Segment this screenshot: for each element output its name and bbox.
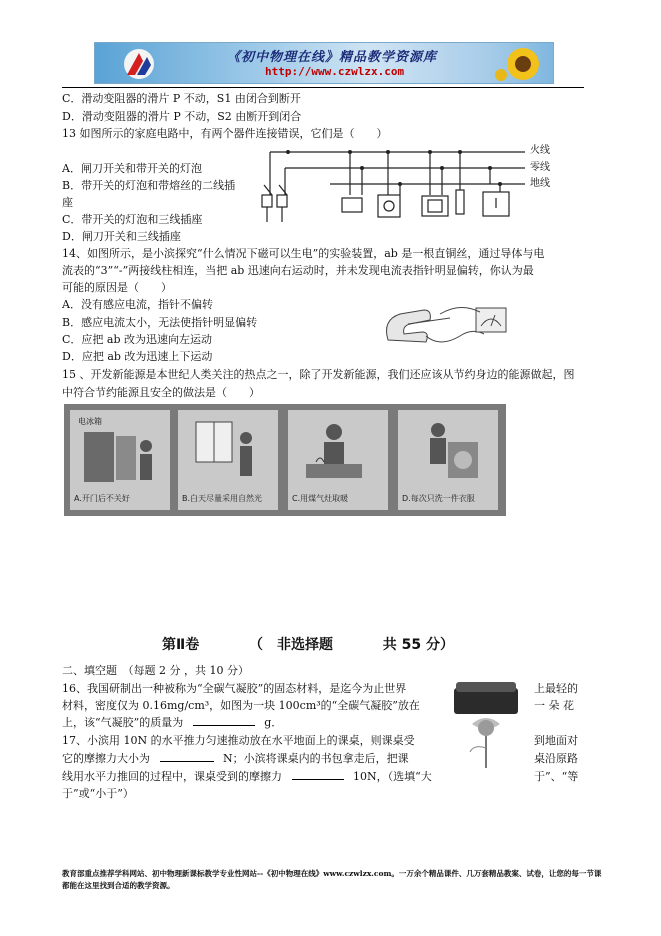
q16-line-1-right: 上最轻的 xyxy=(534,682,578,695)
q17-line-2 xyxy=(62,752,409,766)
induction-apparatus-figure xyxy=(380,300,510,358)
q16-line-2: 材料，密度仅为 0.16mg/cm³，如图为一块 100cm³的“全碳气凝胶”放在 xyxy=(62,699,420,712)
fridge-icon xyxy=(80,428,160,488)
q15-panel-a xyxy=(70,410,170,510)
q14-option-b: B．感应电流太小，无法使指针明显偏转 xyxy=(62,316,258,329)
header-url[interactable]: http://www.czwlzx.com xyxy=(265,65,405,78)
q14-option-c: C．应把 ab 改为迅速向左运动 xyxy=(62,333,213,346)
q17-line-3 xyxy=(62,770,432,784)
header-rule xyxy=(62,87,584,88)
q15-caption-c: C.用煤气灶取暖 xyxy=(292,494,349,503)
section-type: （ 非选择题 xyxy=(248,637,333,653)
option-d-prev: D．滑动变阻器的滑片 P 不动，S2 由断开到闭合 xyxy=(62,110,302,123)
q17-line-4: 于”或“小于”） xyxy=(62,787,134,800)
sunflower-icon xyxy=(495,45,551,83)
q13-option-b-cont: 座 xyxy=(62,196,73,209)
q13-option-a: A．闸刀开关和带开关的灯泡 xyxy=(62,162,202,175)
q17-answer-blank-1[interactable] xyxy=(160,761,214,762)
label-live-wire: 火线 xyxy=(530,145,550,156)
option-c-prev: C．滑动变阻器的滑片 P 不动，S1 由闭合到断开 xyxy=(62,92,301,105)
q15-stem-1: 15 、开发新能源是本世纪人类关注的热点之一，除了开发新能源，我们还应该从节约身边的能源做起，图 xyxy=(62,368,575,381)
fridge-tag: 电冰箱 xyxy=(78,417,102,426)
q16-text-a: 上，该“气凝胶”的质量为 xyxy=(62,716,184,729)
q16-text-b: g． xyxy=(264,716,283,729)
q15-caption-b: B.白天尽量采用自然光 xyxy=(182,494,263,503)
q17-text-b: N；小滨将课桌内的书包拿走后，把课 xyxy=(223,752,409,765)
q14-option-d: D．应把 ab 改为迅速上下运动 xyxy=(62,350,213,363)
household-circuit-diagram xyxy=(250,140,530,230)
washing-machine-icon xyxy=(408,418,488,488)
q17-text-d: 10N，（选填“大 xyxy=(353,770,432,783)
q13-stem: 13 如图所示的家庭电路中，有两个器件连接错误，它们是（ ） xyxy=(62,127,388,140)
q16-line-1: 16、我国研制出一种被称为“全碳气凝胶”的固态材料，是迄今为止世界 xyxy=(62,682,407,695)
section-title xyxy=(162,634,454,654)
q17-text-c: 线用水平力推回的过程中，课桌受到的摩擦力 xyxy=(62,770,282,783)
q16-line-2-right: 一 朵 花 xyxy=(534,699,574,712)
q15-caption-d: D.每次只洗一件衣服 xyxy=(402,494,475,503)
q14-stem-2: 流表的“3”“-”两接线柱相连，当把 ab 迅速向右运动时，并未发现电流表指针明显偏转，你认为最 xyxy=(62,264,534,277)
header-title: 《初中物理在线》精品教学资源库 xyxy=(227,50,438,65)
q13-option-c: C．带开关的灯泡和三线插座 xyxy=(62,213,203,226)
section-juan: 第Ⅱ卷 xyxy=(162,637,200,653)
header-banner xyxy=(94,42,554,84)
q17-line-1: 17、小滨用 10N 的水平推力匀速推动放在水平地面上的课桌，则课桌受 xyxy=(62,734,415,747)
q14-option-a: A．没有感应电流，指针不偏转 xyxy=(62,298,213,311)
fill-heading: 二、填空题 （每题 2 分 ，共 10 分） xyxy=(62,664,249,677)
aerogel-flower-photo xyxy=(446,678,526,770)
q15-panel-d xyxy=(398,410,498,510)
label-neutral-wire: 零线 xyxy=(530,162,550,173)
label-ground-wire: 地线 xyxy=(530,178,550,189)
q15-caption-a: A.开门后不关好 xyxy=(74,494,130,503)
q16-answer-blank[interactable] xyxy=(193,725,255,726)
q17-line-2-right: 桌沿原路 xyxy=(534,752,578,765)
q16-line-3 xyxy=(62,716,282,730)
logo-icon xyxy=(119,47,159,81)
q17-line-3-right: 于”、“等 xyxy=(534,770,579,783)
q15-photo-strip xyxy=(64,404,506,516)
q13-option-b: B．带开关的灯泡和带熔丝的二线插 xyxy=(62,179,236,192)
q15-stem-2: 中符合节约能源且安全的做法是（ ） xyxy=(62,386,260,399)
window-light-icon xyxy=(188,418,268,488)
gas-stove-icon xyxy=(298,418,378,488)
section-score: 共 55 分） xyxy=(382,637,454,653)
q14-stem-3: 可能的原因是（ ） xyxy=(62,281,172,294)
q17-line-1-right: 到地面对 xyxy=(534,734,578,747)
footer-text: 教育部重点推荐学科网站、初中物理新课标教学专业性网站--《初中物理在线》www.czwlzx.com。一万余个精品课件、几万套精品教案、试卷，让您的每一节课都能在这里找到合适的教学资源。 xyxy=(62,869,602,890)
q17-answer-blank-2[interactable] xyxy=(292,779,344,780)
q13-option-d: D．闸刀开关和三线插座 xyxy=(62,230,181,243)
q17-text-a: 它的摩擦力大小为 xyxy=(62,752,150,765)
q14-stem-1: 14、如图所示，是小滨探究“什么情况下磁可以生电”的实验装置，ab 是一根直铜丝，通过导体与电 xyxy=(62,247,545,260)
q15-panel-c xyxy=(288,410,388,510)
q15-panel-b xyxy=(178,410,278,510)
